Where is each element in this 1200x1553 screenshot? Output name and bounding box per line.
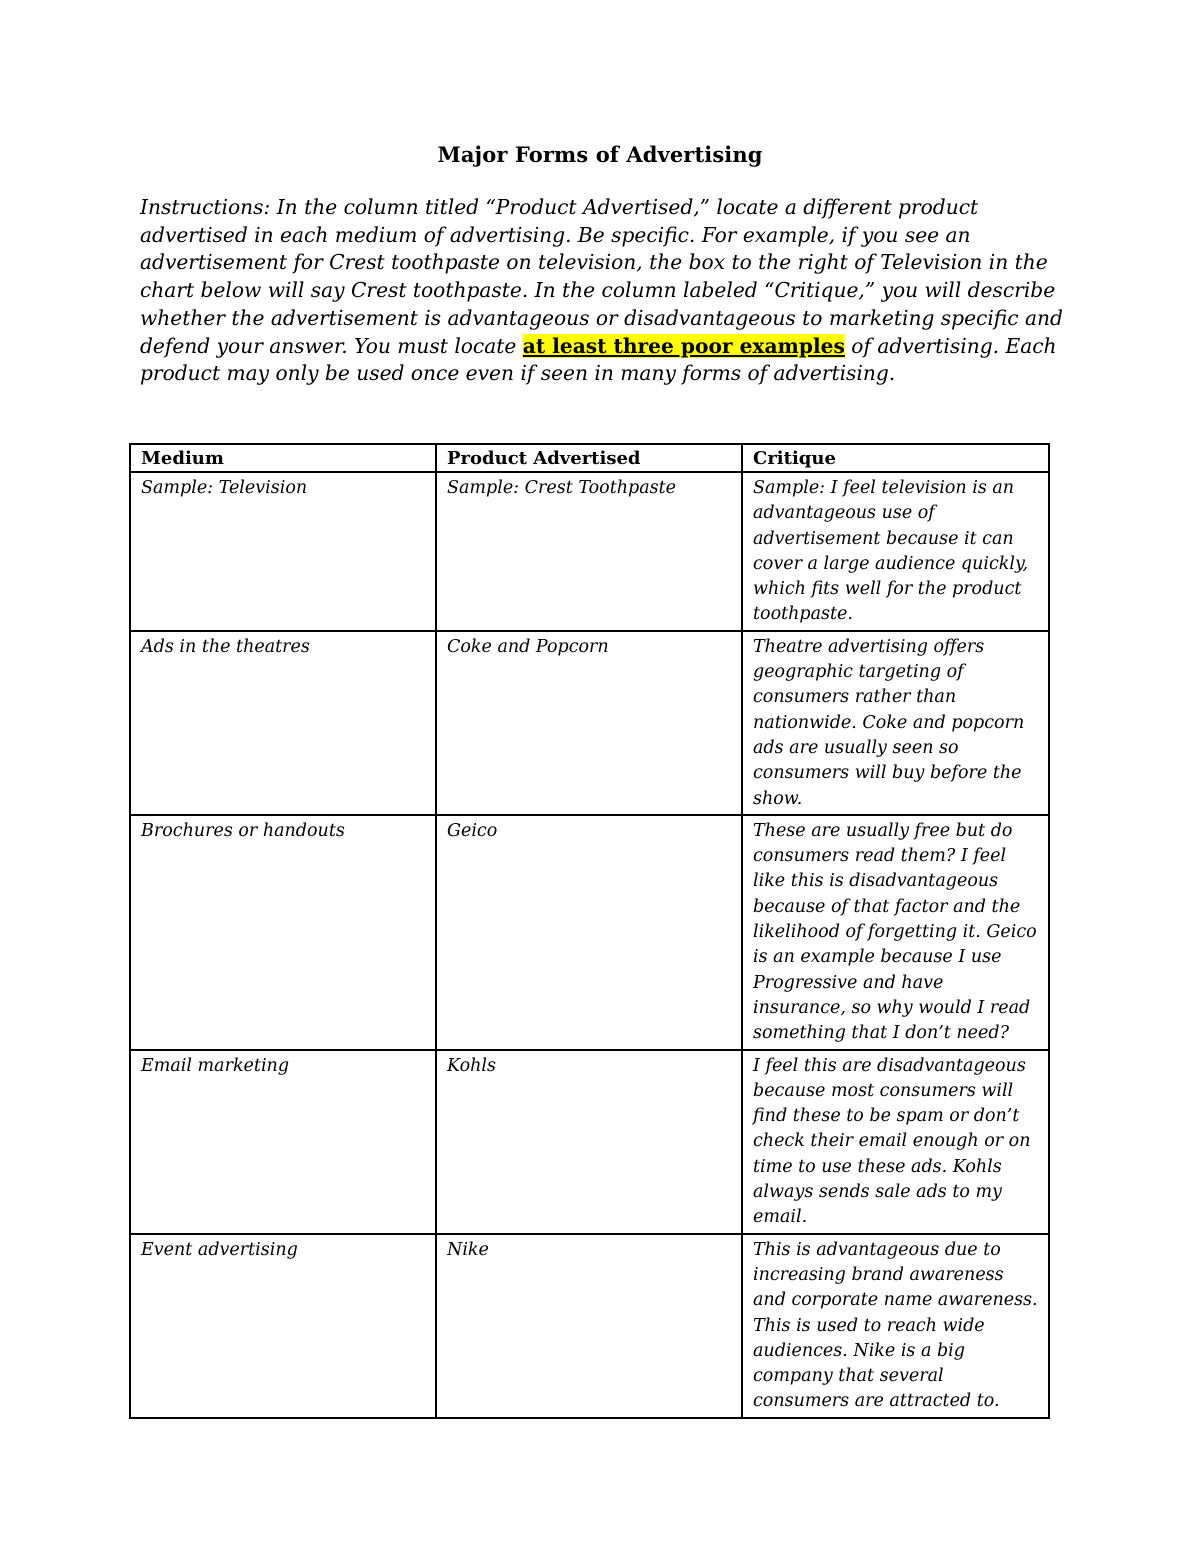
cell-medium: Ads in the theatres [130,631,436,815]
cell-product: Kohls [436,1050,742,1234]
cell-critique: I feel this are disadvantageous because most consumers will find these to be spam or don’t check their email enough or on time to use these ads. Kohls always sends sale ads to my email. [742,1050,1049,1234]
cell-product: Coke and Popcorn [436,631,742,815]
cell-product: Sample: Crest Toothpaste [436,472,742,631]
instructions-text-before: Instructions: In the column titled “Product Advertised,” locate a different product advertised in each medium of advertising. Be specific. For example, if you see an advertisement for Crest toothpaste on television, the box to the right of Television in the chart below will say Crest toothpaste. In the column labeled “Critique,” you will describe whether the advertisement is advantageous or disadvantageous to marketing specific and defend your answer. You must locate [140,195,1063,358]
header-medium: Medium [130,444,436,472]
cell-critique: Theatre advertising offers geographic targeting of consumers rather than nationwide. Coke and popcorn ads are usually seen so consumers will buy before the show. [742,631,1049,815]
cell-medium: Brochures or handouts [130,815,436,1050]
table-row [130,1234,1049,1418]
cell-product: Geico [436,815,742,1050]
cell-product: Nike [436,1234,742,1418]
advertising-table [129,443,1050,1419]
header-product-advertised: Product Advertised [436,444,742,472]
highlighted-requirement: at least three poor examples [522,333,845,358]
page-title: Major Forms of Advertising [437,142,763,167]
cell-medium: Event advertising [130,1234,436,1418]
table-header-row [130,444,1049,472]
cell-medium: Sample: Television [130,472,436,631]
header-critique: Critique [742,444,1049,472]
cell-critique: Sample: I feel television is an advantageous use of advertisement because it can cover a large audience quickly, which fits well for the product toothpaste. [742,472,1049,631]
cell-critique: This is advantageous due to increasing brand awareness and corporate name awareness. This is used to reach wide audiences. Nike is a big company that several consumers are attracted to. [742,1234,1049,1418]
instructions-paragraph [140,194,1070,388]
instructions-text-after: of advertising. Each product may only be used once even if seen in many forms of advertising. [140,333,1057,386]
table-row [130,1050,1049,1234]
table-row [130,472,1049,631]
table-row [130,631,1049,815]
cell-medium: Email marketing [130,1050,436,1234]
table-row [130,815,1049,1050]
cell-critique: These are usually free but do consumers read them? I feel like this is disadvantageous because of that factor and the likelihood of forgetting it. Geico is an example because I use Progressive and have insurance, so why would I read something that I don’t need? [742,815,1049,1050]
